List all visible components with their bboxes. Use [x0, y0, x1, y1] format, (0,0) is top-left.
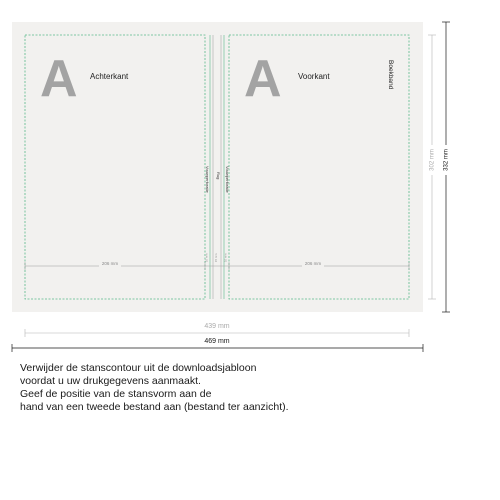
front-panel-letter: A [244, 50, 282, 108]
spine-fold-label-right: Vouwperforatie [225, 166, 230, 193]
outer-height-label: 332 mm [443, 149, 450, 171]
back-panel-label: Achterkant [90, 72, 129, 81]
panel-width-left: 206 mm [101, 261, 119, 266]
spine-fold-label-left: Vouwperforatie [205, 166, 210, 193]
instruction-line: voordat u uw drukgegevens aanmaakt. [20, 375, 201, 387]
front-panel-label: Voorkant [298, 72, 330, 81]
spine-dim-1: 10 mm [204, 253, 209, 262]
instructions-text [20, 362, 460, 414]
spine-label: Rug [216, 172, 221, 180]
spine-dim-2: 15 mm [214, 253, 218, 262]
back-panel-letter: A [40, 50, 78, 108]
panel-width-right: 206 mm [304, 261, 322, 266]
bookband-label: Boekband [387, 60, 394, 90]
instruction-line: Verwijder de stanscontour uit de downloadsjabloon [20, 362, 257, 374]
instruction-line: Geef de positie van de stansvorm aan de [20, 388, 212, 400]
inner-width-label: 439 mm [204, 323, 230, 330]
instruction-line: hand van een tweede bestand aan (bestand ter aanzicht). [20, 401, 289, 413]
spine-dim-3: 10 mm [223, 253, 228, 262]
outer-width-label: 469 mm [204, 338, 230, 345]
inner-height-label: 302 mm [429, 149, 436, 171]
